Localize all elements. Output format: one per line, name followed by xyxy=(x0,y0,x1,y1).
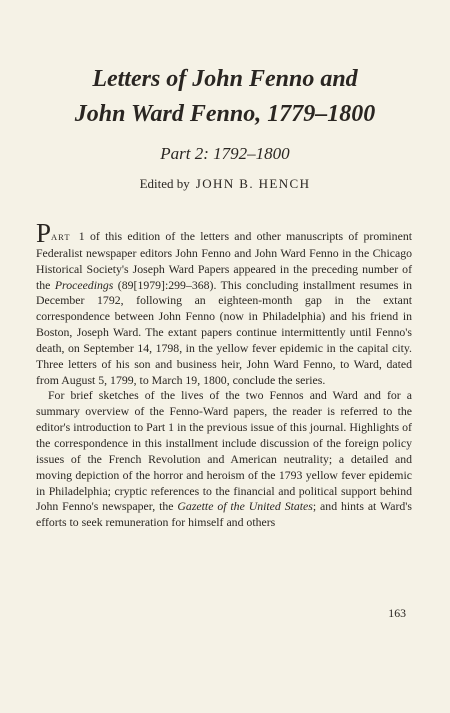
paragraph-2 xyxy=(36,388,412,531)
newspaper-title-italic: Gazette of the United States xyxy=(177,499,313,514)
byline xyxy=(0,176,450,192)
paragraph-1-text-a: 1 of this edition of the letters and other manuscripts of prominent Federalist newspaper editors John Fenno and John Ward Fenno in the Chicago Historical Society's Joseph Ward Papers appeared in the preceding number of the xyxy=(36,229,412,292)
paragraph-2-text-a: For brief sketches of the lives of the two Fennos and Ward and for a summary overview of the Fenno-Ward papers, the reader is referred to the editor's introduction to Part 1 in the previous issue of this journal. Highlights of the correspondence in this installment include discussion of the foreign policy issues of the French Revolution and American neutrality; a detailed and moving depiction of the horror and heroism of the 1793 yellow fever epidemic in Philadelphia; cryptic references to the financial and political support behind John Fenno's newspaper, the xyxy=(36,388,412,514)
paragraph-1 xyxy=(36,218,412,388)
article-title-line-1: Letters of John Fenno and xyxy=(92,66,358,92)
small-caps-lead: ART xyxy=(51,232,71,242)
drop-cap: P xyxy=(36,218,52,248)
edited-by-label: Edited by xyxy=(139,176,190,191)
article-title-line-2: John Ward Fenno, 1779–1800 xyxy=(74,101,376,127)
page-number: 163 xyxy=(388,606,406,620)
paragraph-2-text-b: ; and hints at Ward's efforts to seek remuneration for himself and others xyxy=(36,499,412,530)
paragraph-1-text-b: (89[1979]:299–368). This concluding installment resumes in December 1792, following an eighteen-month gap in the extant correspondence between John Fenno (now in Philadelphia) and his friend in Boston, Joseph Ward. The extant papers continue intermittently until Fenno's death, on September 14, 1798, in the yellow fever epidemic in the capital city. Three letters of his son and business heir, John Ward Fenno, to Ward, dated from August 5, 1799, to March 19, 1800, conclude the series. xyxy=(36,277,412,387)
editor-name: JOHN B. HENCH xyxy=(195,176,311,191)
article-body xyxy=(36,218,412,531)
journal-title-italic: Proceedings xyxy=(54,277,114,292)
part-subtitle: Part 2: 1792–1800 xyxy=(160,144,290,163)
